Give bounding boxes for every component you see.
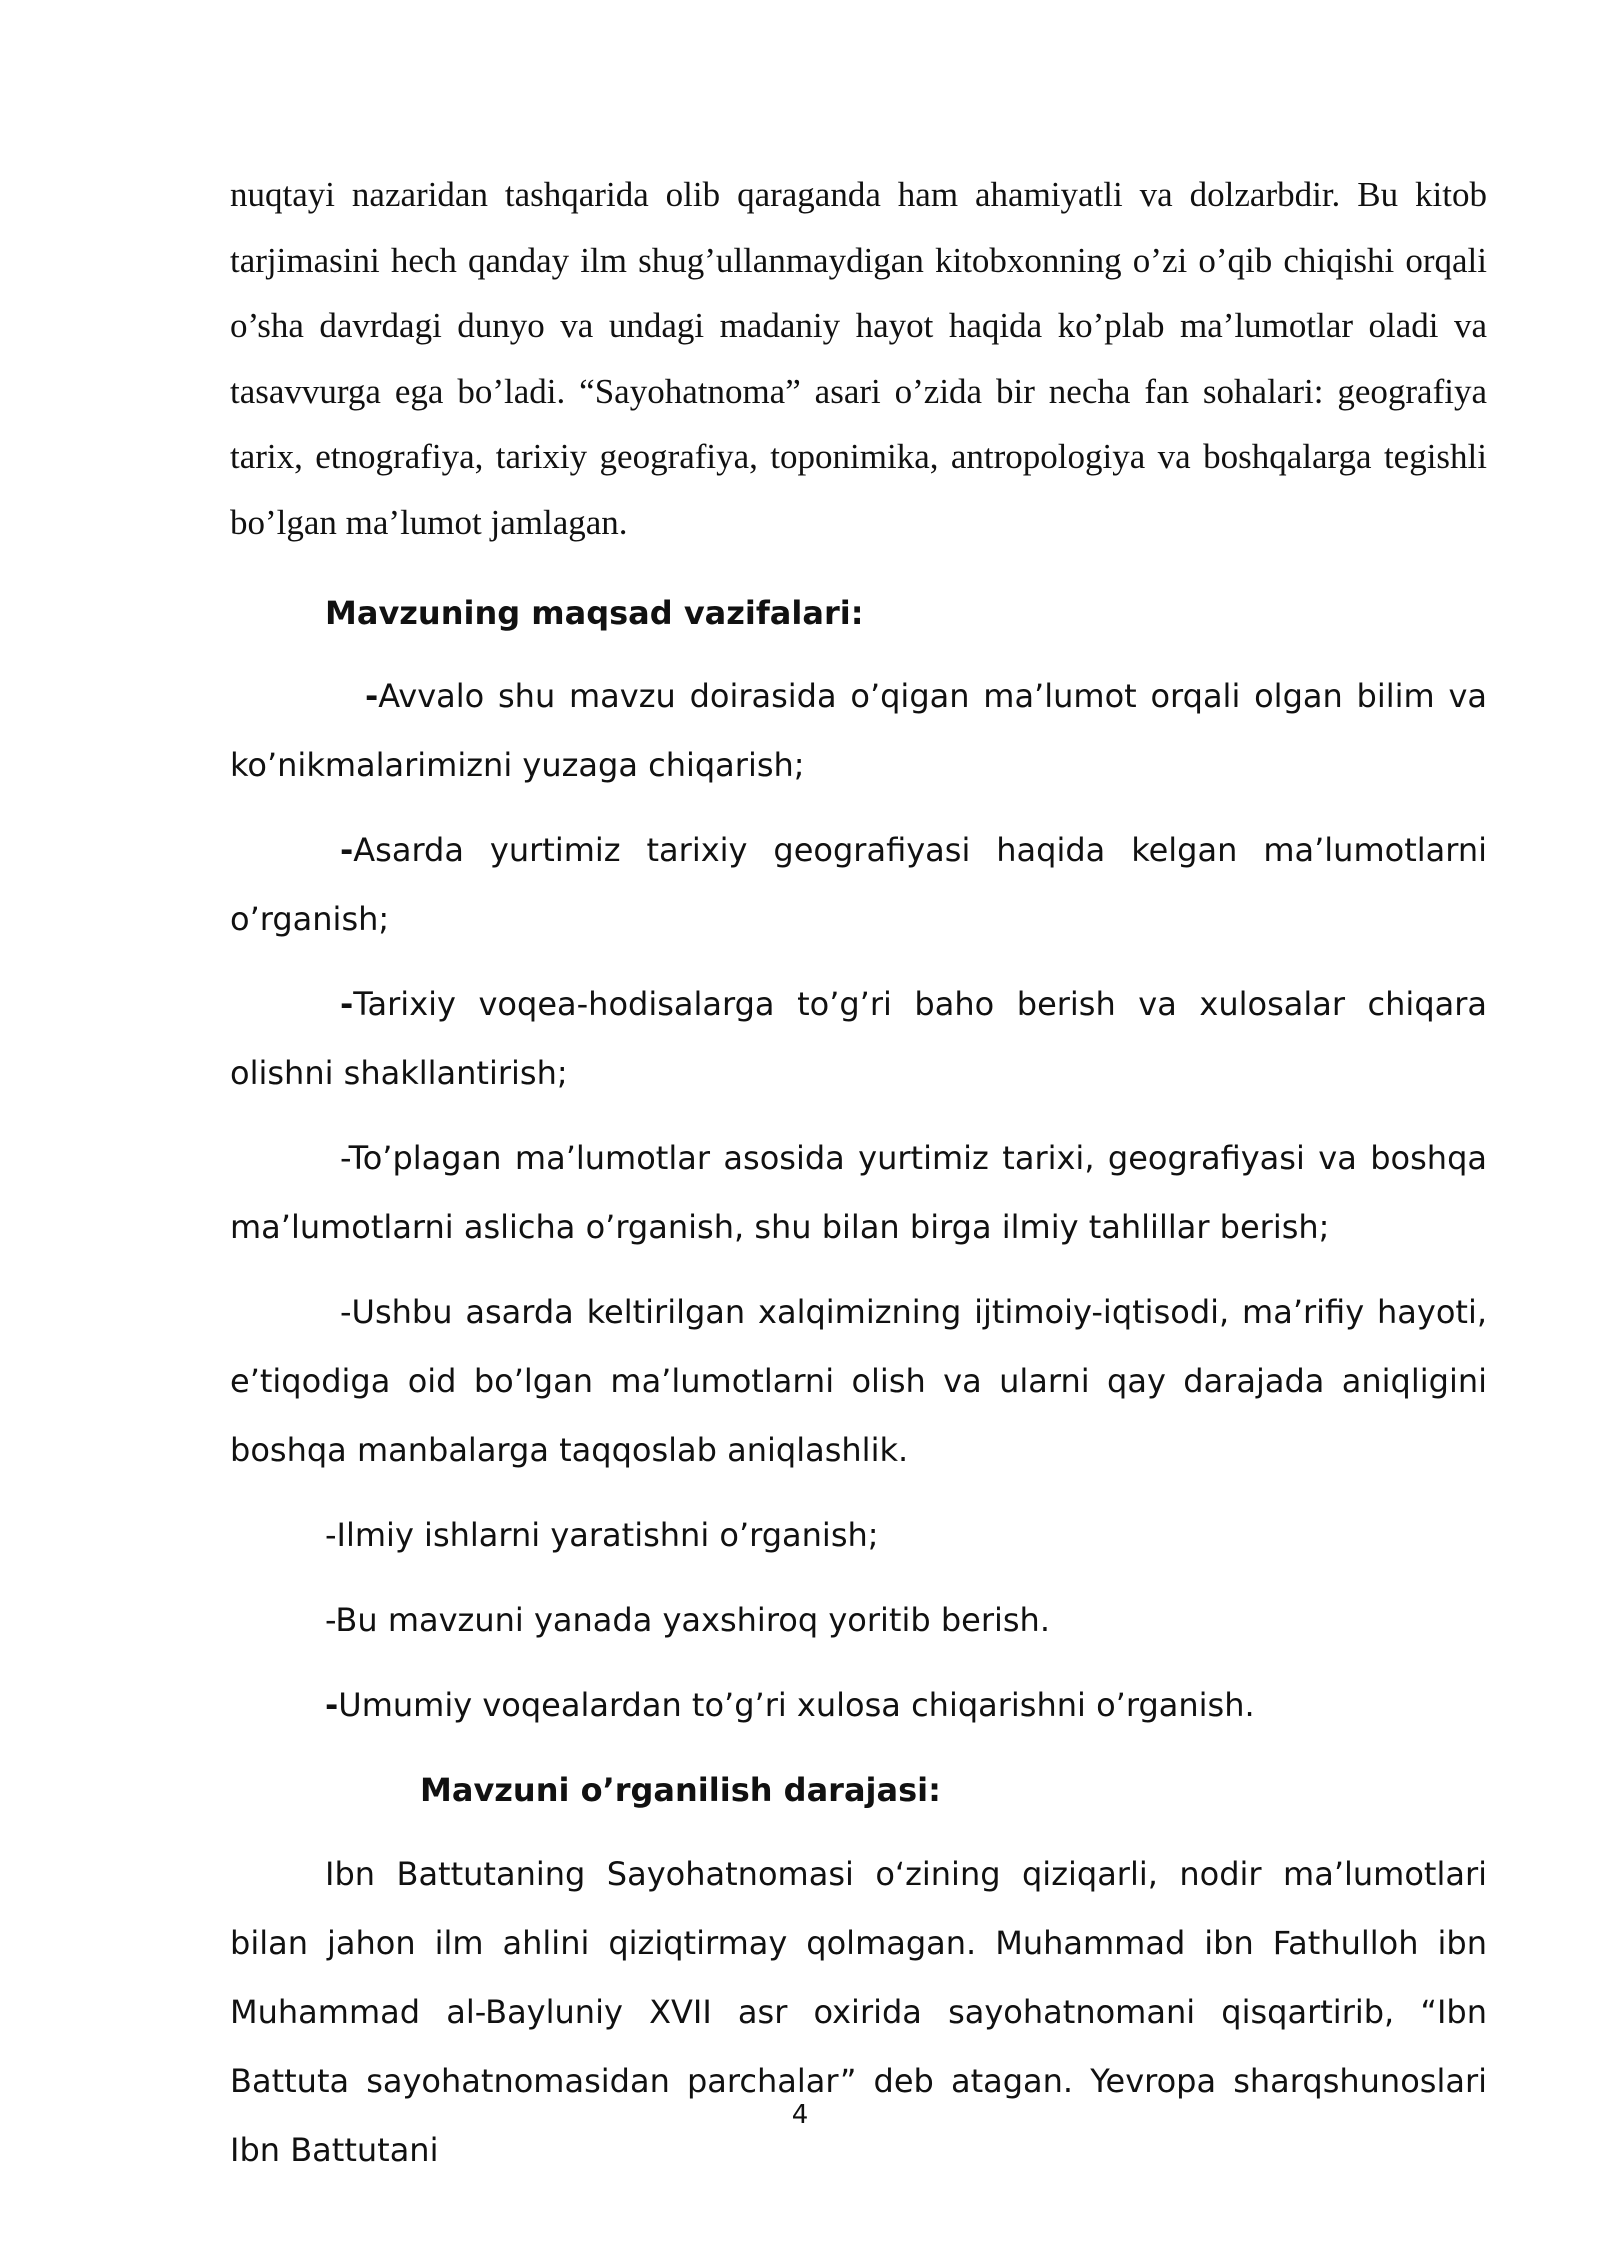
goal-text: Tarixiy voqea-hodisalarga to’g’ri baho berish va xulosalar chiqara olishni shakllantirish; <box>230 985 1487 1092</box>
goal-item <box>230 1124 1487 1262</box>
study-paragraph: Ibn Battutaning Sayohatnomasi o‘zining qiziqarli, nodir ma’lumotlari bilan jahon ilm ahlini qiziqtirmay qolmagan. Muhammad ibn Fathulloh ibn Muhammad al-Bayluniy XVII asr oxirida sayohatnomani qisqartirib, “Ibn Battuta sayohatnomasidan parchalar” deb atagan. Yevropa sharqshunoslari Ibn Battutani <box>230 1855 1487 2169</box>
goal-dash: - <box>340 985 354 1023</box>
plain-text: -Ilmiy ishlarni yaratishni o’rganish; <box>325 1516 879 1554</box>
goal-dash: - <box>365 677 379 715</box>
page-body <box>230 162 1487 2185</box>
goal-text: Avvalo shu mavzu doirasida o’qigan ma’lumot orqali olgan bilim va ko’nikmalarimizni yuzaga chiqarish; <box>230 677 1487 784</box>
study-heading: Mavzuni o’rganilish darajasi: <box>420 1771 941 1809</box>
plain-text: -Bu mavzuni yanada yaxshiroq yoritib berish. <box>325 1601 1050 1639</box>
plain-item <box>230 1586 1487 1655</box>
plain-text: Umumiy voqealardan to’g’ri xulosa chiqarishni o’rganish. <box>338 1686 1255 1724</box>
goals-heading: Mavzuning maqsad vazifalari: <box>325 594 864 632</box>
goal-item <box>230 970 1487 1108</box>
goal-dash: - <box>340 831 354 869</box>
plain-item <box>230 1671 1487 1740</box>
goal-text: -Ushbu asarda keltirilgan xalqimizning ijtimoiy-iqtisodi, ma’rifiy hayoti, e’tiqodiga oid bo’lgan ma’lumotlarni olish va ularni qay darajada aniqligini boshqa manbalarga taqqoslab aniqlashlik. <box>230 1293 1487 1469</box>
intro-paragraph: nuqtayi nazaridan tashqarida olib qaraganda ham ahamiyatli va dolzarbdir. Bu kitob tarjimasini hech qanday ilm shug’ullanmaydigan kitobxonning o’zi o’qib chiqishi orqali o’sha davrdagi dunyo va undagi madaniy hayot haqida ko’plab ma’lumotlar oladi va tasavvurga ega bo’ladi. “Sayohatnoma” asari o’zida bir necha fan sohalari: geografiya tarix, etnografiya, tarixiy geografiya, toponimika, antropologiya va boshqalarga tegishli bo’lgan ma’lumot jamlagan. <box>230 175 1487 542</box>
goal-item <box>230 816 1487 954</box>
plain-dash: - <box>325 1686 339 1724</box>
goal-item <box>230 662 1487 800</box>
plain-item <box>230 1501 1487 1570</box>
goal-text: Asarda yurtimiz tarixiy geografiyasi haqida kelgan ma’lumotlarni o’rganish; <box>230 831 1487 938</box>
goal-text: -To’plagan ma’lumotlar asosida yurtimiz tarixi, geografiyasi va boshqa ma’lumotlarni aslicha o’rganish, shu bilan birga ilmiy tahlillar berish; <box>230 1139 1487 1246</box>
goal-item <box>230 1278 1487 1485</box>
page-number: 4 <box>791 2100 809 2130</box>
